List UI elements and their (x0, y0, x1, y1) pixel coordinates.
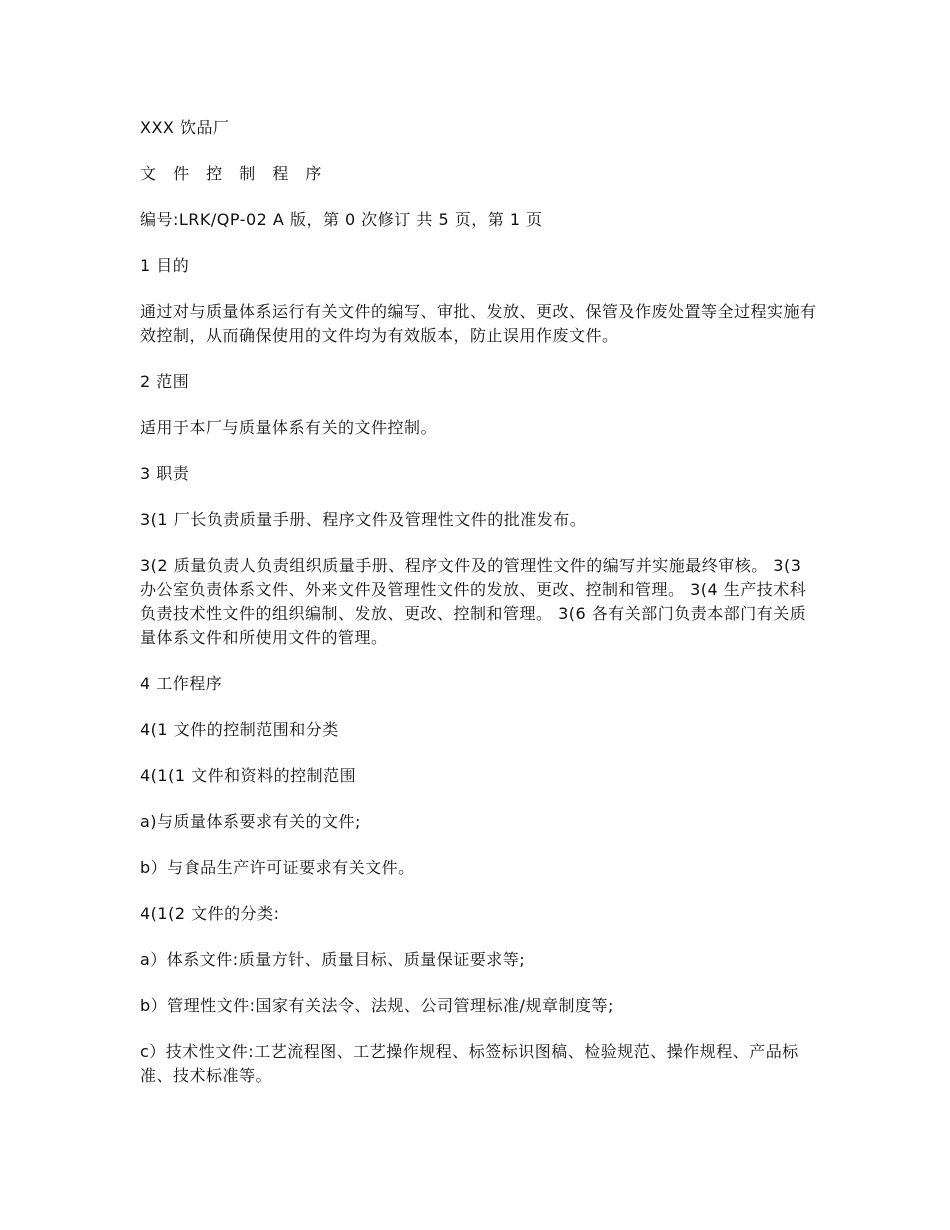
subsection-4-1-1: 4(1(1 文件和资料的控制范围 (140, 766, 357, 785)
subsection-4-1-2: 4(1(2 文件的分类: (140, 904, 280, 923)
list-item-c-2: c）技术性文件:工艺流程图、工艺操作规程、标签标识图稿、检验规范、操作规程、产品标准、技术标准等。 (140, 1042, 799, 1085)
document-body (140, 116, 820, 1110)
section-heading-purpose: 1 目的 (140, 256, 190, 275)
list-item-b-2: b）管理性文件:国家有关法令、法规、公司管理标准/规章制度等; (140, 996, 614, 1015)
list-item-b-1: b）与食品生产许可证要求有关文件。 (140, 858, 415, 877)
scope-text: 适用于本厂与质量体系有关的文件控制。 (140, 418, 438, 437)
section-heading-scope: 2 范围 (140, 372, 190, 391)
company-name: XXX 饮品厂 (140, 118, 230, 137)
subsection-4-1: 4(1 文件的控制范围和分类 (140, 720, 339, 739)
responsibility-3-1: 3(1 厂长负责质量手册、程序文件及管理性文件的批准发布。 (140, 510, 587, 529)
responsibility-3-2-to-3-6: 3(2 质量负责人负责组织质量手册、程序文件及的管理性文件的编写并实施最终审核。 3(3 办公室负责体系文件、外来文件及管理性文件的发放、更改、控制和管理。 3(4 生产技术科负责技术性文件的组织编制、发放、更改、控制和管理。 3(6 各有关部门负责本部门有关质量体系文件和所使用文件的管理。 (140, 556, 807, 647)
document-title: 文 件 控 制 程 序 (140, 164, 328, 183)
list-item-a-1: a)与质量体系要求有关的文件; (140, 812, 361, 831)
list-item-a-2: a）体系文件:质量方针、质量目标、质量保证要求等; (140, 950, 526, 969)
document-code-line: 编号:LRK/QP-02 A 版，第 0 次修订 共 5 页，第 1 页 (140, 210, 543, 229)
section-heading-procedure: 4 工作程序 (140, 674, 223, 693)
section-heading-responsibilities: 3 职责 (140, 464, 190, 483)
purpose-text: 通过对与质量体系运行有关文件的编写、审批、发放、更改、保管及作废处置等全过程实施有效控制，从而确保使用的文件均为有效版本，防止误用作废文件。 (140, 302, 817, 345)
